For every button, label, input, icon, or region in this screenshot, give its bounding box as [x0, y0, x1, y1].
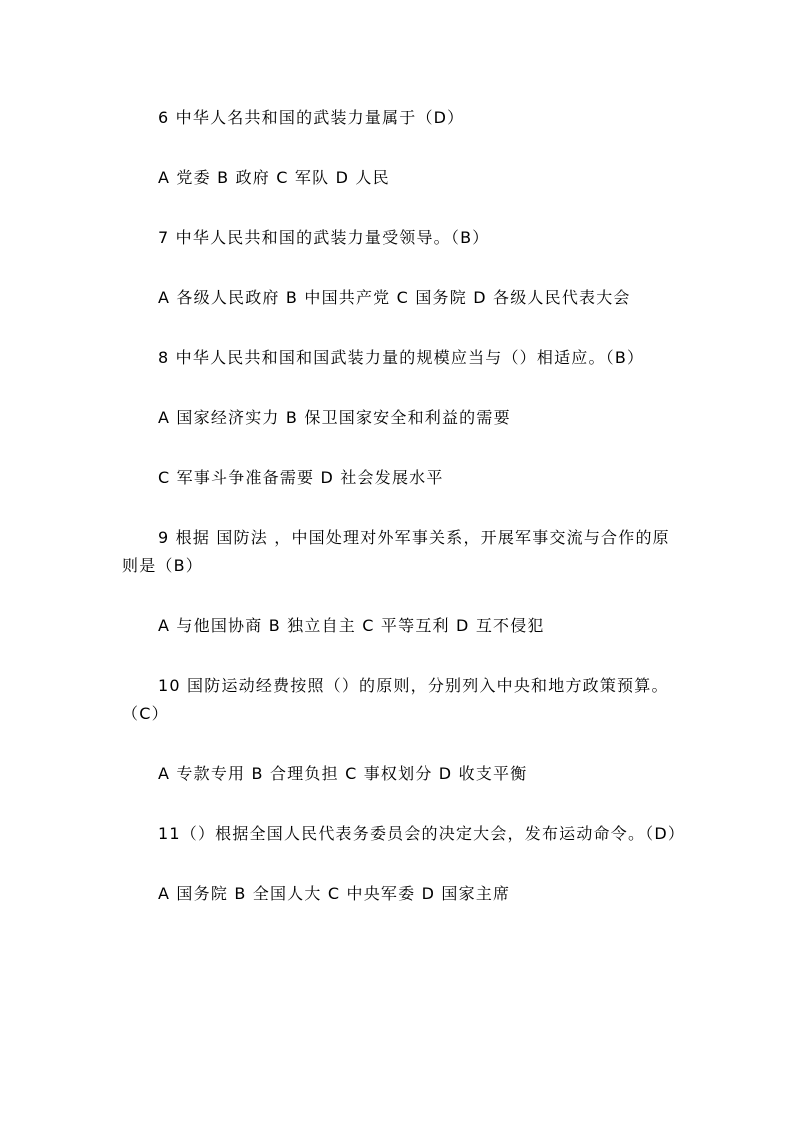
- question-11: 11（）根据全国人民代表务委员会的决定大会，发布运动命令。（D）: [158, 824, 686, 843]
- question-10: 10 国防运动经费按照（）的原则，分别列入中央和地方政策预算。（C）: [122, 676, 669, 723]
- options-8-line-2: C 军事斗争准备需要 D 社会发展水平: [158, 468, 444, 487]
- options-9: A 与他国协商 B 独立自主 C 平等互利 D 互不侵犯: [158, 616, 545, 635]
- question-7: 7 中华人民共和国的武装力量受领导。（B）: [158, 228, 490, 247]
- question-9: 9 根据 国防法 ，中国处理对外军事关系，开展军事交流与合作的原则是（B）: [122, 528, 670, 575]
- question-6: 6 中华人名共和国的武装力量属于（D）: [158, 108, 465, 127]
- options-10: A 专款专用 B 合理负担 C 事权划分 D 收支平衡: [158, 764, 528, 783]
- options-7: A 各级人民政府 B 中国共产党 C 国务院 D 各级人民代表大会: [158, 288, 631, 307]
- question-8: 8 中华人民共和国和国武装力量的规模应当与（）相适应。（B）: [158, 348, 645, 367]
- options-11: A 国务院 B 全国人大 C 中央军委 D 国家主席: [158, 884, 511, 903]
- options-8-line-1: A 国家经济实力 B 保卫国家安全和利益的需要: [158, 408, 511, 427]
- document-body: [122, 104, 686, 908]
- options-6: A 党委 B 政府 C 军队 D 人民: [158, 168, 390, 187]
